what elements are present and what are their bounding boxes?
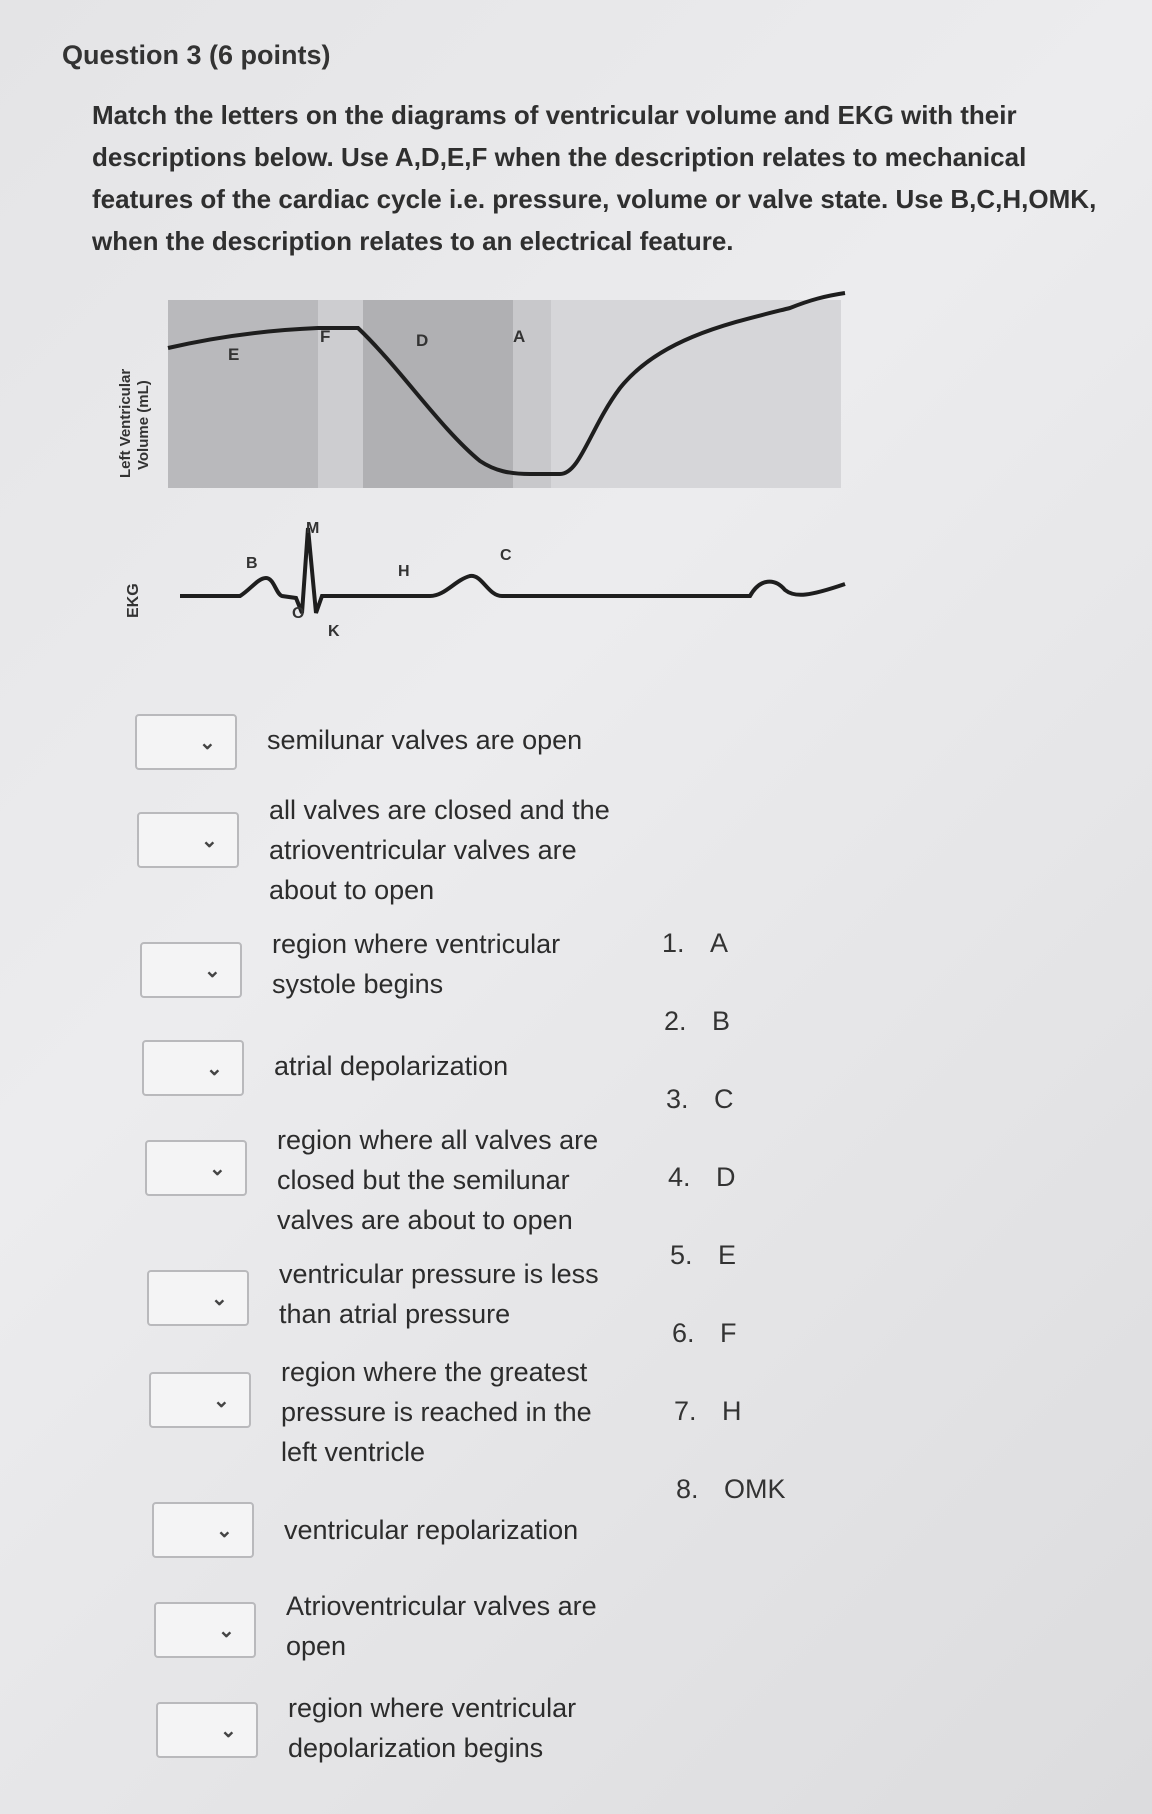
description-5: region where all valves are closed but the semilunar valves are about to open [277,1125,599,1235]
answer-option: 2. B [664,1006,731,1036]
chevron-down-icon: ⌄ [211,1288,228,1310]
match-row-8 [152,1502,644,1558]
answer-dropdown-1[interactable] [135,714,237,770]
description-2: all valves are closed and the atrioventricular valves are about to open [269,795,610,905]
chevron-down-icon: ⌄ [213,1390,230,1412]
region-rest-shade [551,300,841,488]
match-row-2 [137,790,629,910]
answer-options-list [662,928,786,1552]
match-row-10 [156,1688,628,1768]
answer-dropdown-3[interactable] [140,942,242,998]
answer-option: 5. E [670,1240,737,1270]
description-6: ventricular pressure is less than atrial pressure [279,1259,599,1329]
answer-dropdown-5[interactable] [145,1140,247,1196]
chevron-down-icon: ⌄ [220,1720,237,1742]
chevron-down-icon: ⌄ [206,1058,223,1080]
answer-dropdown-4[interactable] [142,1040,244,1096]
answer-option: 4. D [668,1162,736,1192]
region-d-shade [363,300,513,488]
match-row-5 [145,1120,617,1240]
chevron-down-icon: ⌄ [204,960,221,982]
description-3: region where ventricular systole begins [272,929,561,999]
question-title: Question 3 (6 points) [62,40,331,70]
answer-option: 1. A [662,928,729,958]
answer-dropdown-9[interactable] [154,1602,256,1658]
match-row-3 [140,924,592,1004]
answer-dropdown-10[interactable] [156,1702,258,1758]
label-o: O [292,605,305,622]
match-row-7 [149,1352,611,1472]
chevron-down-icon: ⌄ [201,830,218,852]
chevron-down-icon: ⌄ [218,1620,235,1642]
description-9: Atrioventricular valves are open [286,1591,597,1661]
ekg-trace [180,528,845,613]
volume-ekg-figure [110,278,850,648]
chevron-down-icon: ⌄ [209,1158,226,1180]
answer-option: 7. H [674,1396,742,1426]
description-10: region where ventricular depolarization begins [288,1693,577,1763]
answer-option: 6. F [672,1318,737,1348]
label-d: D [416,331,429,350]
description-8: ventricular repolarization [284,1515,579,1545]
chevron-down-icon: ⌄ [199,732,216,754]
volume-axis-label-line2: Volume (mL) [135,380,152,470]
answer-option: 3. C [666,1084,734,1114]
answer-dropdown-7[interactable] [149,1372,251,1428]
answer-dropdown-2[interactable] [137,812,239,868]
match-row-1 [135,714,627,770]
label-e: E [228,345,240,364]
match-row-6 [147,1254,619,1334]
label-h: H [398,563,410,580]
label-a: A [513,327,526,346]
cardiac-cycle-diagram [110,278,850,653]
label-c: C [500,547,512,564]
match-row-4 [142,1040,634,1096]
question-instructions: Match the letters on the diagrams of ventricular volume and EKG with their descriptions below. Use A,D,E,F when the description relates to mechanical features of the cardiac cycle i.e. pressure, volume or valve state. Use B,C,H,OMK, when the description relates to an electrical feature. [92,100,1097,256]
volume-axis-label-line1: Left Ventricular [117,368,134,478]
ekg-axis-label: EKG [125,583,142,618]
chevron-down-icon: ⌄ [216,1520,233,1542]
label-m: M [306,520,320,537]
label-f: F [320,327,331,346]
answer-option: 8. OMK [676,1474,786,1504]
description-1: semilunar valves are open [267,725,583,755]
label-b: B [246,555,258,572]
match-row-9 [154,1586,626,1666]
answer-dropdown-6[interactable] [147,1270,249,1326]
description-4: atrial depolarization [274,1051,509,1081]
answer-dropdown-8[interactable] [152,1502,254,1558]
label-k: K [328,623,340,640]
description-7: region where the greatest pressure is reached in the left ventricle [281,1357,592,1467]
